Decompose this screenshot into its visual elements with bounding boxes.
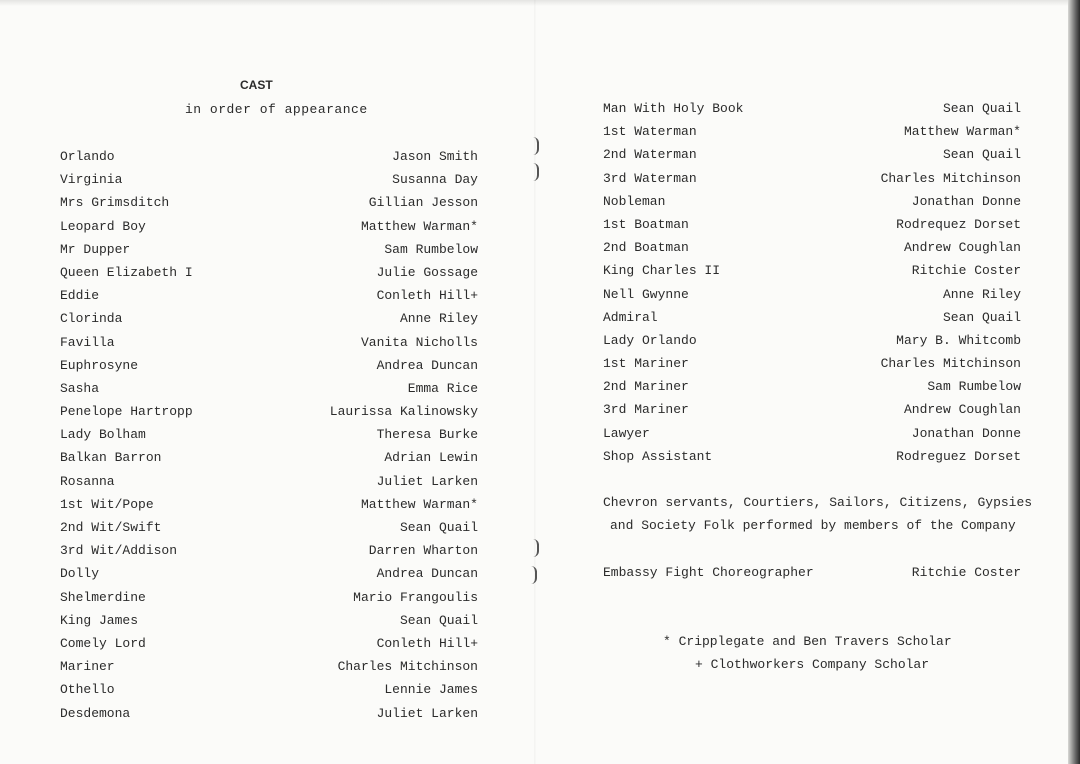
actor-name: Sean Quail (399, 520, 478, 535)
cast-row (603, 398, 1021, 421)
role-name: Balkan Barron (60, 450, 162, 466)
cast-row (60, 307, 478, 330)
cast-row (60, 702, 478, 725)
staple-mark (533, 137, 539, 155)
role-name: 2nd Boatman (603, 240, 689, 256)
cast-row (603, 120, 1021, 143)
footnote-scholar-plus: + Clothworkers Company Scholar (695, 657, 930, 672)
role-name: Leopard Boy (60, 218, 146, 234)
actor-name: Sean Quail (399, 612, 478, 628)
role-name: 1st Mariner (603, 356, 689, 372)
role-name: 2nd Wit/Swift (60, 520, 162, 535)
staple-mark (533, 539, 539, 557)
actor-name: Andrea Duncan (376, 566, 478, 582)
role-name: Dolly (60, 566, 100, 582)
page-edge-shadow (1068, 0, 1080, 764)
cast-row (603, 167, 1021, 190)
actor-name: Anne Riley (399, 311, 478, 327)
cast-row (603, 283, 1021, 306)
fight-credit (603, 561, 1021, 584)
actor-name: Juliet Larken (376, 705, 478, 721)
cast-row (603, 445, 1021, 468)
actor-name: Andrew Coughlan (903, 240, 1021, 256)
cast-row (60, 539, 478, 562)
role-name: King James (60, 612, 139, 628)
cast-row (603, 236, 1021, 259)
cast-row (60, 261, 478, 284)
actor-name: Mary B. Whitcomb (896, 332, 1021, 348)
cast-row (60, 562, 478, 585)
cast-row (60, 678, 478, 701)
staple-mark (533, 163, 539, 181)
actor-name: Rodrequez Dorset (896, 216, 1021, 232)
role-name: Nell Gwynne (603, 286, 689, 302)
cast-row (603, 143, 1021, 166)
role-name: 1st Waterman (603, 124, 697, 140)
cast-row (60, 446, 478, 469)
role-name: Eddie (60, 288, 100, 304)
cast-row (60, 377, 478, 400)
actor-name: Jonathan Donne (911, 425, 1021, 441)
cast-row (60, 423, 478, 446)
actor-name: Jonathan Donne (911, 193, 1021, 209)
cast-list-right (603, 97, 1021, 468)
ensemble-note-line-2: and Society Folk performed by members of the Company (610, 518, 1016, 533)
role-name: Othello (60, 682, 115, 698)
cast-row (60, 516, 478, 539)
role-name: Clorinda (60, 311, 123, 327)
role-name: Favilla (60, 334, 115, 350)
actor-name: Darren Wharton (368, 543, 478, 559)
role-name: Admiral (603, 309, 658, 325)
ensemble-note-line-1: Chevron servants, Courtiers, Sailors, Citizens, Gypsies (603, 495, 1033, 510)
role-name: 2nd Waterman (603, 147, 697, 163)
role-name: 1st Boatman (603, 216, 689, 232)
cast-row (603, 213, 1021, 236)
cast-row (603, 422, 1021, 445)
role-name: Lady Bolham (60, 427, 146, 443)
cast-row (60, 331, 478, 354)
role-name: King Charles II (603, 263, 721, 279)
actor-name: Emma Rice (407, 380, 478, 396)
cast-row (60, 470, 478, 493)
fight-role: Embassy Fight Choreographer (603, 565, 814, 580)
cast-row (603, 329, 1021, 352)
actor-name: Adrian Lewin (384, 450, 478, 466)
role-name: Queen Elizabeth I (60, 264, 193, 280)
role-name: Virginia (60, 172, 123, 188)
actor-name: Sean Quail (942, 101, 1021, 116)
actor-name: Conleth Hill+ (376, 288, 478, 304)
role-name: Mrs Grimsditch (60, 195, 170, 211)
role-name: Shelmerdine (60, 589, 146, 605)
role-name: Comely Lord (60, 635, 146, 651)
cast-row (603, 306, 1021, 329)
cast-row (60, 632, 478, 655)
role-name: Man With Holy Book (603, 101, 744, 116)
actor-name: Mario Frangoulis (353, 589, 478, 605)
role-name: 1st Wit/Pope (60, 496, 154, 512)
role-name: 3rd Mariner (603, 402, 689, 418)
cast-row (60, 609, 478, 632)
actor-name: Lennie James (384, 682, 478, 698)
cast-row (60, 215, 478, 238)
cast-list-left (60, 145, 478, 725)
cast-row (603, 190, 1021, 213)
actor-name: Matthew Warman* (360, 496, 478, 512)
cast-subheading: in order of appearance (185, 102, 368, 117)
actor-name: Vanita Nicholls (360, 334, 478, 350)
actor-name: Susanna Day (392, 172, 478, 188)
actor-name: Anne Riley (942, 286, 1021, 302)
actor-name: Sam Rumbelow (384, 241, 478, 257)
actor-name: Andrew Coughlan (903, 402, 1021, 418)
role-name: Orlando (60, 149, 115, 164)
role-name: Euphrosyne (60, 357, 139, 373)
cast-row (60, 168, 478, 191)
actor-name: Charles Mitchinson (880, 170, 1021, 186)
cast-row (60, 145, 478, 168)
role-name: Lady Orlando (603, 332, 697, 348)
role-name: Sasha (60, 380, 100, 396)
cast-row (60, 586, 478, 609)
actor-name: Matthew Warman* (903, 124, 1021, 140)
role-name: Rosanna (60, 473, 115, 489)
actor-name: Charles Mitchinson (337, 659, 478, 675)
role-name: Shop Assistant (603, 448, 713, 464)
actor-name: Gillian Jesson (368, 195, 478, 211)
cast-row (60, 284, 478, 307)
cast-row (60, 400, 478, 423)
staple-mark (531, 566, 537, 584)
actor-name: Sam Rumbelow (927, 379, 1021, 395)
actor-name: Laurissa Kalinowsky (329, 404, 478, 420)
role-name: Mr Dupper (60, 241, 131, 257)
role-name: 3rd Wit/Addison (60, 543, 178, 559)
role-name: 2nd Mariner (603, 379, 689, 395)
actor-name: Conleth Hill+ (376, 635, 478, 651)
actor-name: Julie Gossage (376, 264, 478, 280)
cast-row (603, 97, 1021, 120)
cast-row (603, 352, 1021, 375)
cast-row (60, 493, 478, 516)
cast-row (603, 259, 1021, 282)
actor-name: Theresa Burke (376, 427, 478, 443)
role-name: Nobleman (603, 193, 666, 209)
cast-row (60, 238, 478, 261)
fight-actor: Ritchie Coster (911, 565, 1021, 580)
actor-name: Charles Mitchinson (880, 356, 1021, 372)
role-name: 3rd Waterman (603, 170, 697, 186)
cast-row (60, 191, 478, 214)
actor-name: Matthew Warman* (360, 218, 478, 234)
footnote-scholar-star: * Cripplegate and Ben Travers Scholar (663, 634, 952, 649)
role-name: Desdemona (60, 705, 131, 721)
actor-name: Andrea Duncan (376, 357, 478, 373)
role-name: Mariner (60, 659, 115, 675)
cast-row (603, 375, 1021, 398)
actor-name: Jason Smith (392, 149, 478, 164)
actor-name: Sean Quail (942, 147, 1021, 163)
cast-heading: CAST (240, 78, 273, 92)
centre-fold (534, 0, 536, 764)
actor-name: Sean Quail (942, 309, 1021, 325)
actor-name: Ritchie Coster (911, 263, 1021, 279)
role-name: Penelope Hartropp (60, 404, 193, 420)
actor-name: Juliet Larken (376, 473, 478, 489)
actor-name: Rodreguez Dorset (896, 448, 1021, 464)
cast-row (60, 655, 478, 678)
cast-row (60, 354, 478, 377)
role-name: Lawyer (603, 425, 650, 441)
